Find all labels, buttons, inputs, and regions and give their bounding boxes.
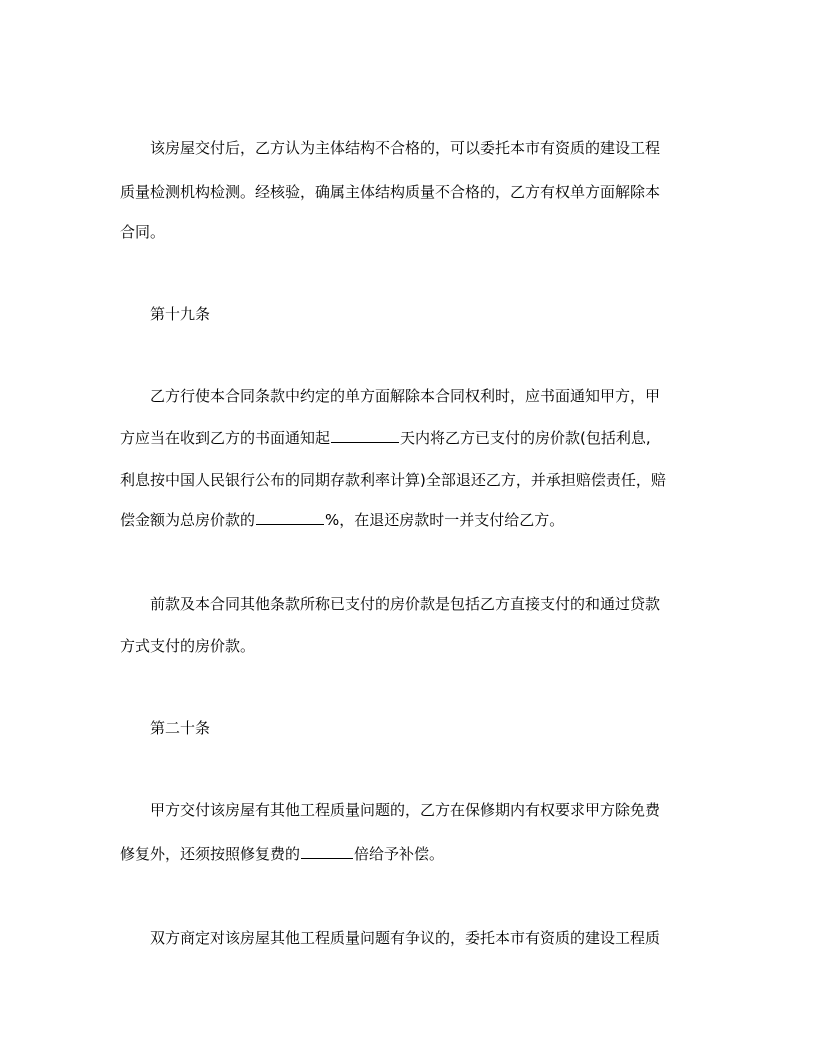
text-segment: %，在退还房款时一并支付给乙方。 (325, 511, 565, 529)
paragraph-line: 质量检测机构检测。经核验，确属主体结构质量不合格的，乙方有权单方面解除本 (120, 183, 661, 201)
fill-in-blank (256, 510, 324, 525)
fill-in-blank (331, 428, 399, 443)
fill-in-blank (301, 844, 353, 859)
paragraph-line: 前款及本合同其他条款所称已支付的房价款是包括乙方直接支付的和通过贷款 (150, 595, 661, 613)
paragraph-line: 利息按中国人民银行公布的同期存款利率计算)全部退还乙方，并承担赔偿责任，赔 (120, 471, 666, 489)
paragraph-line-with-blank (120, 844, 444, 864)
text-segment: 天内将乙方已支付的房价款(包括利息, (400, 429, 651, 447)
paragraph-line: 乙方行使本合同条款中约定的单方面解除本合同权利时，应书面通知甲方，甲 (150, 387, 661, 405)
paragraph-line: 双方商定对该房屋其他工程质量问题有争议的，委托本市有资质的建设工程质 (150, 929, 661, 947)
paragraph-line: 该房屋交付后，乙方认为主体结构不合格的，可以委托本市有资质的建设工程 (150, 139, 661, 157)
paragraph-line-with-blank (120, 428, 651, 448)
text-segment: 修复外，还须按照修复费的 (120, 845, 301, 863)
paragraph-line: 合同。 (120, 223, 166, 241)
paragraph-line: 甲方交付该房屋有其他工程质量问题的，乙方在保修期内有权要求甲方除免费 (150, 801, 661, 819)
text-segment: 方应当在收到乙方的书面通知起 (120, 429, 331, 447)
paragraph-line-with-blank (120, 510, 564, 530)
article-heading: 第二十条 (150, 719, 211, 737)
article-heading: 第十九条 (150, 305, 211, 323)
text-segment: 偿金额为总房价款的 (120, 511, 256, 529)
paragraph-line: 方式支付的房价款。 (120, 637, 256, 655)
text-segment: 倍给予补偿。 (354, 845, 445, 863)
